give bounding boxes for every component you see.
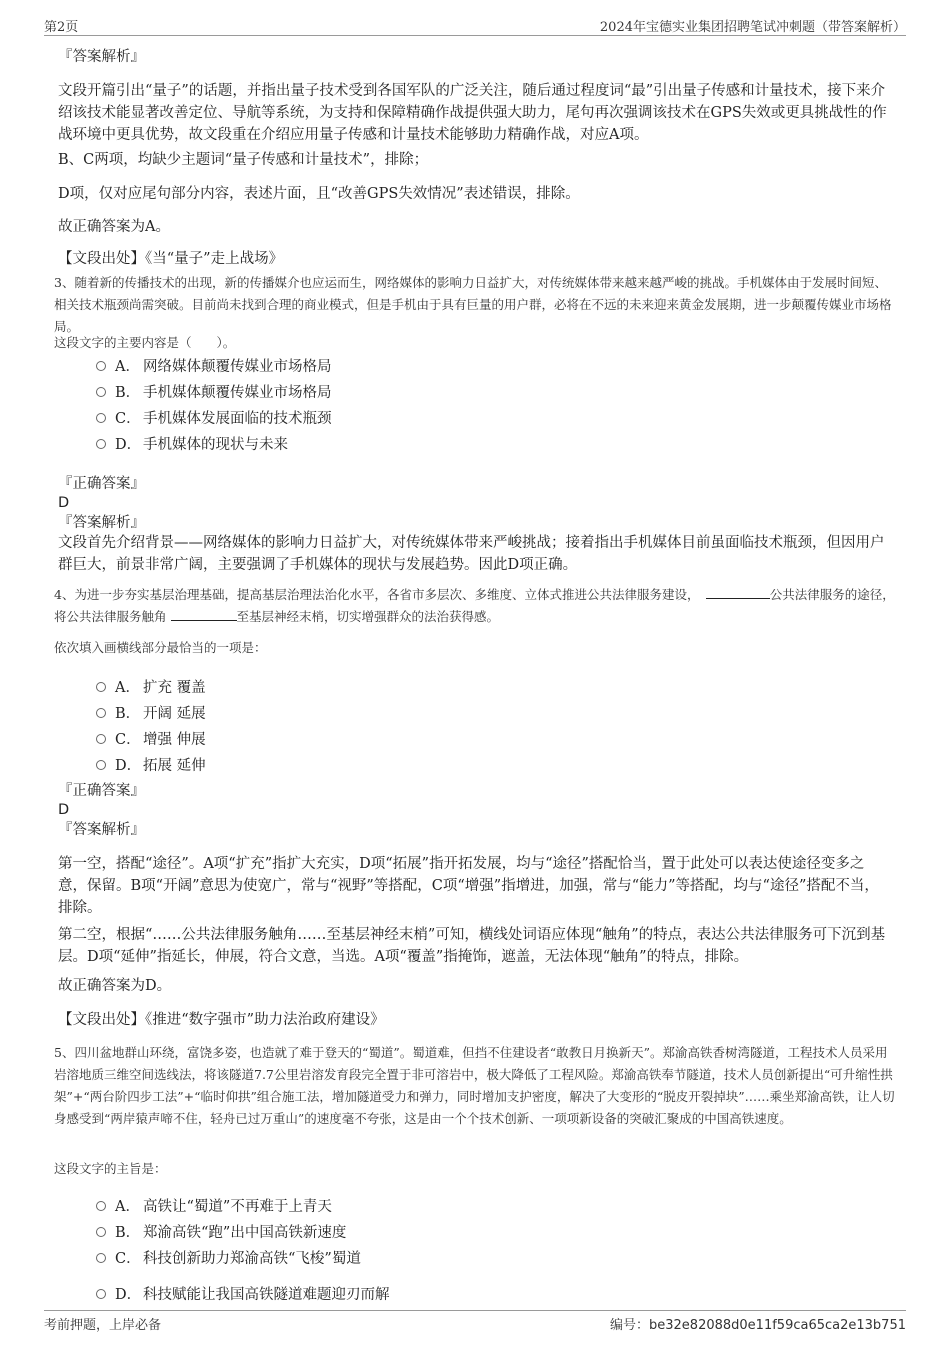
- q5-option-b[interactable]: B． 郑渝高铁“跑”出中国高铁新速度: [96, 1221, 346, 1242]
- q3-stem: 3、随着新的传播技术的出现，新的传播媒介也应运而生，网络媒体的影响力日益扩大，对传统媒体带来越来越严峻的挑战。手机媒体由于发展时间短、相关技术瓶颈尚需突破。目前尚未找到合理的商业模式，但是手机由于具有巨量的用户群，必将在不远的未来迎来黄金发展期，进一步颠覆传媒业市场格局。: [54, 275, 892, 334]
- footer-slogan: 考前押题，上岸必备: [44, 1318, 162, 1333]
- q3-option-a[interactable]: A． 网络媒体颠覆传媒业市场格局: [96, 355, 332, 376]
- q2-source: 【文段出处】《当“量子”走上战场》: [58, 251, 284, 267]
- footer-code: 编号：be32e82088d0e11f59ca65ca2e13b751: [610, 1318, 906, 1333]
- blank-2: [171, 608, 237, 621]
- q5-stem: 5、四川盆地群山环绕，富饶多姿，也造就了难于登天的“蜀道”。蜀道难，但挡不住建设者“敢教日月换新天”。郑渝高铁香树湾隧道，工程技术人员采用岩溶地质三维空间选线法，将该隧道7.7公里岩溶发育段完全置于非可溶岩中，极大降低了工程风险。郑渝高铁奉节隧道，技术人员创新提出“可升缩性拱架”+“两台阶四步工法”+“临时仰拱”组合施工法，增加隧道受力和弹力，同时增加支护密度，解决了大变形的“脱皮开裂掉块”……乘坐郑渝高铁，让人切身感受到“两岸猿声啼不住，轻舟已过万重山”的速度毫不夸张，这是由一个个技术创新、一项项新设备的突破汇聚成的中国高铁速度。: [54, 1045, 895, 1126]
- q5-prompt: 这段文字的主旨是：: [54, 1161, 167, 1176]
- page-number: 第2页: [44, 20, 79, 35]
- q4-prompt: 依次填入画横线部分最恰当的一项是：: [54, 640, 267, 655]
- q4-answer-tag: 『正确答案』: [58, 783, 145, 799]
- q3-prompt: 这段文字的主要内容是（ ）。: [54, 335, 236, 350]
- q4-option-a[interactable]: A． 扩充 覆盖: [96, 676, 206, 697]
- q5-option-c[interactable]: C． 科技创新助力郑渝高铁“飞梭”蜀道: [96, 1247, 361, 1268]
- document-title: 2024年宝德实业集团招聘笔试冲刺题（带答案解析）: [599, 20, 906, 35]
- radio-icon[interactable]: [96, 1227, 106, 1237]
- q3-option-d[interactable]: D． 手机媒体的现状与未来: [96, 433, 288, 454]
- q2-analysis-tag: 『答案解析』: [58, 49, 145, 65]
- q3-answer-tag: 『正确答案』: [58, 476, 145, 492]
- radio-icon[interactable]: [96, 682, 106, 692]
- q3-analysis-tag: 『答案解析』: [58, 515, 145, 531]
- blank-1: [706, 586, 770, 599]
- radio-icon[interactable]: [96, 413, 106, 423]
- q4-analysis-tag: 『答案解析』: [58, 822, 145, 838]
- q4-option-b[interactable]: B． 开阔 延展: [96, 702, 206, 723]
- q5-option-a[interactable]: A． 高铁让“蜀道”不再难于上青天: [96, 1195, 332, 1216]
- radio-icon[interactable]: [96, 361, 106, 371]
- radio-icon[interactable]: [96, 1201, 106, 1211]
- radio-icon[interactable]: [96, 708, 106, 718]
- q4-analysis-para1: 第一空，搭配“途径”。A项“扩充”指扩大充实，D项“拓展”指开拓发展，均与“途径”搭配恰当，置于此处可以表达使途径变多之意，保留。B项“开阔”意思为使宽广，常与“视野”等搭配，C项“增强”指增进，加强，常与“能力”等搭配，均与“途径”搭配不当，排除。: [58, 856, 879, 916]
- q3-option-c[interactable]: C． 手机媒体发展面临的技术瓶颈: [96, 407, 332, 428]
- q2-analysis-para1: 文段开篇引出“量子”的话题，并指出量子技术受到各国军队的广泛关注，随后通过程度词“最”引出量子传感和计量技术，接下来介绍该技术能显著改善定位、导航等系统，为支持和保障精确作战提供强大助力，尾句再次强调该技术在GPS失效或更具挑战性的作战环境中更具优势，故文段重在介绍应用量子传感和计量技术能够助力精确作战，对应A项。: [58, 83, 887, 143]
- q4-conclusion: 故正确答案为D。: [58, 978, 172, 994]
- q3-answer: D: [58, 495, 70, 511]
- radio-icon[interactable]: [96, 387, 106, 397]
- q4-stem: 4、为进一步夯实基层治理基础，提高基层治理法治化水平，各省市多层次、多维度、立体式推进公共法律服务建设， 公共法律服务的途径，将公共法律服务触角 至基层神经末梢，切实增强群众的法治获得感。: [54, 587, 895, 624]
- q4-source: 【文段出处】《推进“数字强市”助力法治政府建设》: [58, 1012, 385, 1028]
- q2-conclusion: 故正确答案为A。: [58, 219, 170, 235]
- radio-icon[interactable]: [96, 760, 106, 770]
- q3-option-b[interactable]: B． 手机媒体颠覆传媒业市场格局: [96, 381, 332, 402]
- q3-analysis: 文段首先介绍背景——网络媒体的影响力日益扩大，对传统媒体带来严峻挑战；接着指出手机媒体目前虽面临技术瓶颈，但因用户群巨大，前景非常广阔，主要强调了手机媒体的现状与发展趋势。因此D项正确。: [58, 535, 885, 573]
- q2-analysis-para3: D项，仅对应尾句部分内容，表述片面，且“改善GPS失效情况”表述错误，排除。: [58, 186, 580, 202]
- footer-divider: [44, 1310, 906, 1311]
- q4-option-d[interactable]: D． 拓展 延伸: [96, 754, 206, 775]
- header-divider: [44, 35, 906, 36]
- radio-icon[interactable]: [96, 1289, 106, 1299]
- q2-analysis-para2: B、C两项，均缺少主题词“量子传感和计量技术”，排除；: [58, 152, 429, 168]
- q5-option-d[interactable]: D． 科技赋能让我国高铁隧道难题迎刃而解: [96, 1283, 390, 1304]
- q4-answer: D: [58, 802, 70, 818]
- radio-icon[interactable]: [96, 734, 106, 744]
- radio-icon[interactable]: [96, 439, 106, 449]
- radio-icon[interactable]: [96, 1253, 106, 1263]
- q4-option-c[interactable]: C． 增强 伸展: [96, 728, 206, 749]
- q4-analysis-para2: 第二空，根据“……公共法律服务触角……至基层神经末梢”可知，横线处词语应体现“触角”的特点，表达公共法律服务可下沉到基层。D项“延伸”指延长，伸展，符合文意，当选。A项“覆盖”指掩饰，遮盖，无法体现“触角”的特点，排除。: [58, 927, 886, 965]
